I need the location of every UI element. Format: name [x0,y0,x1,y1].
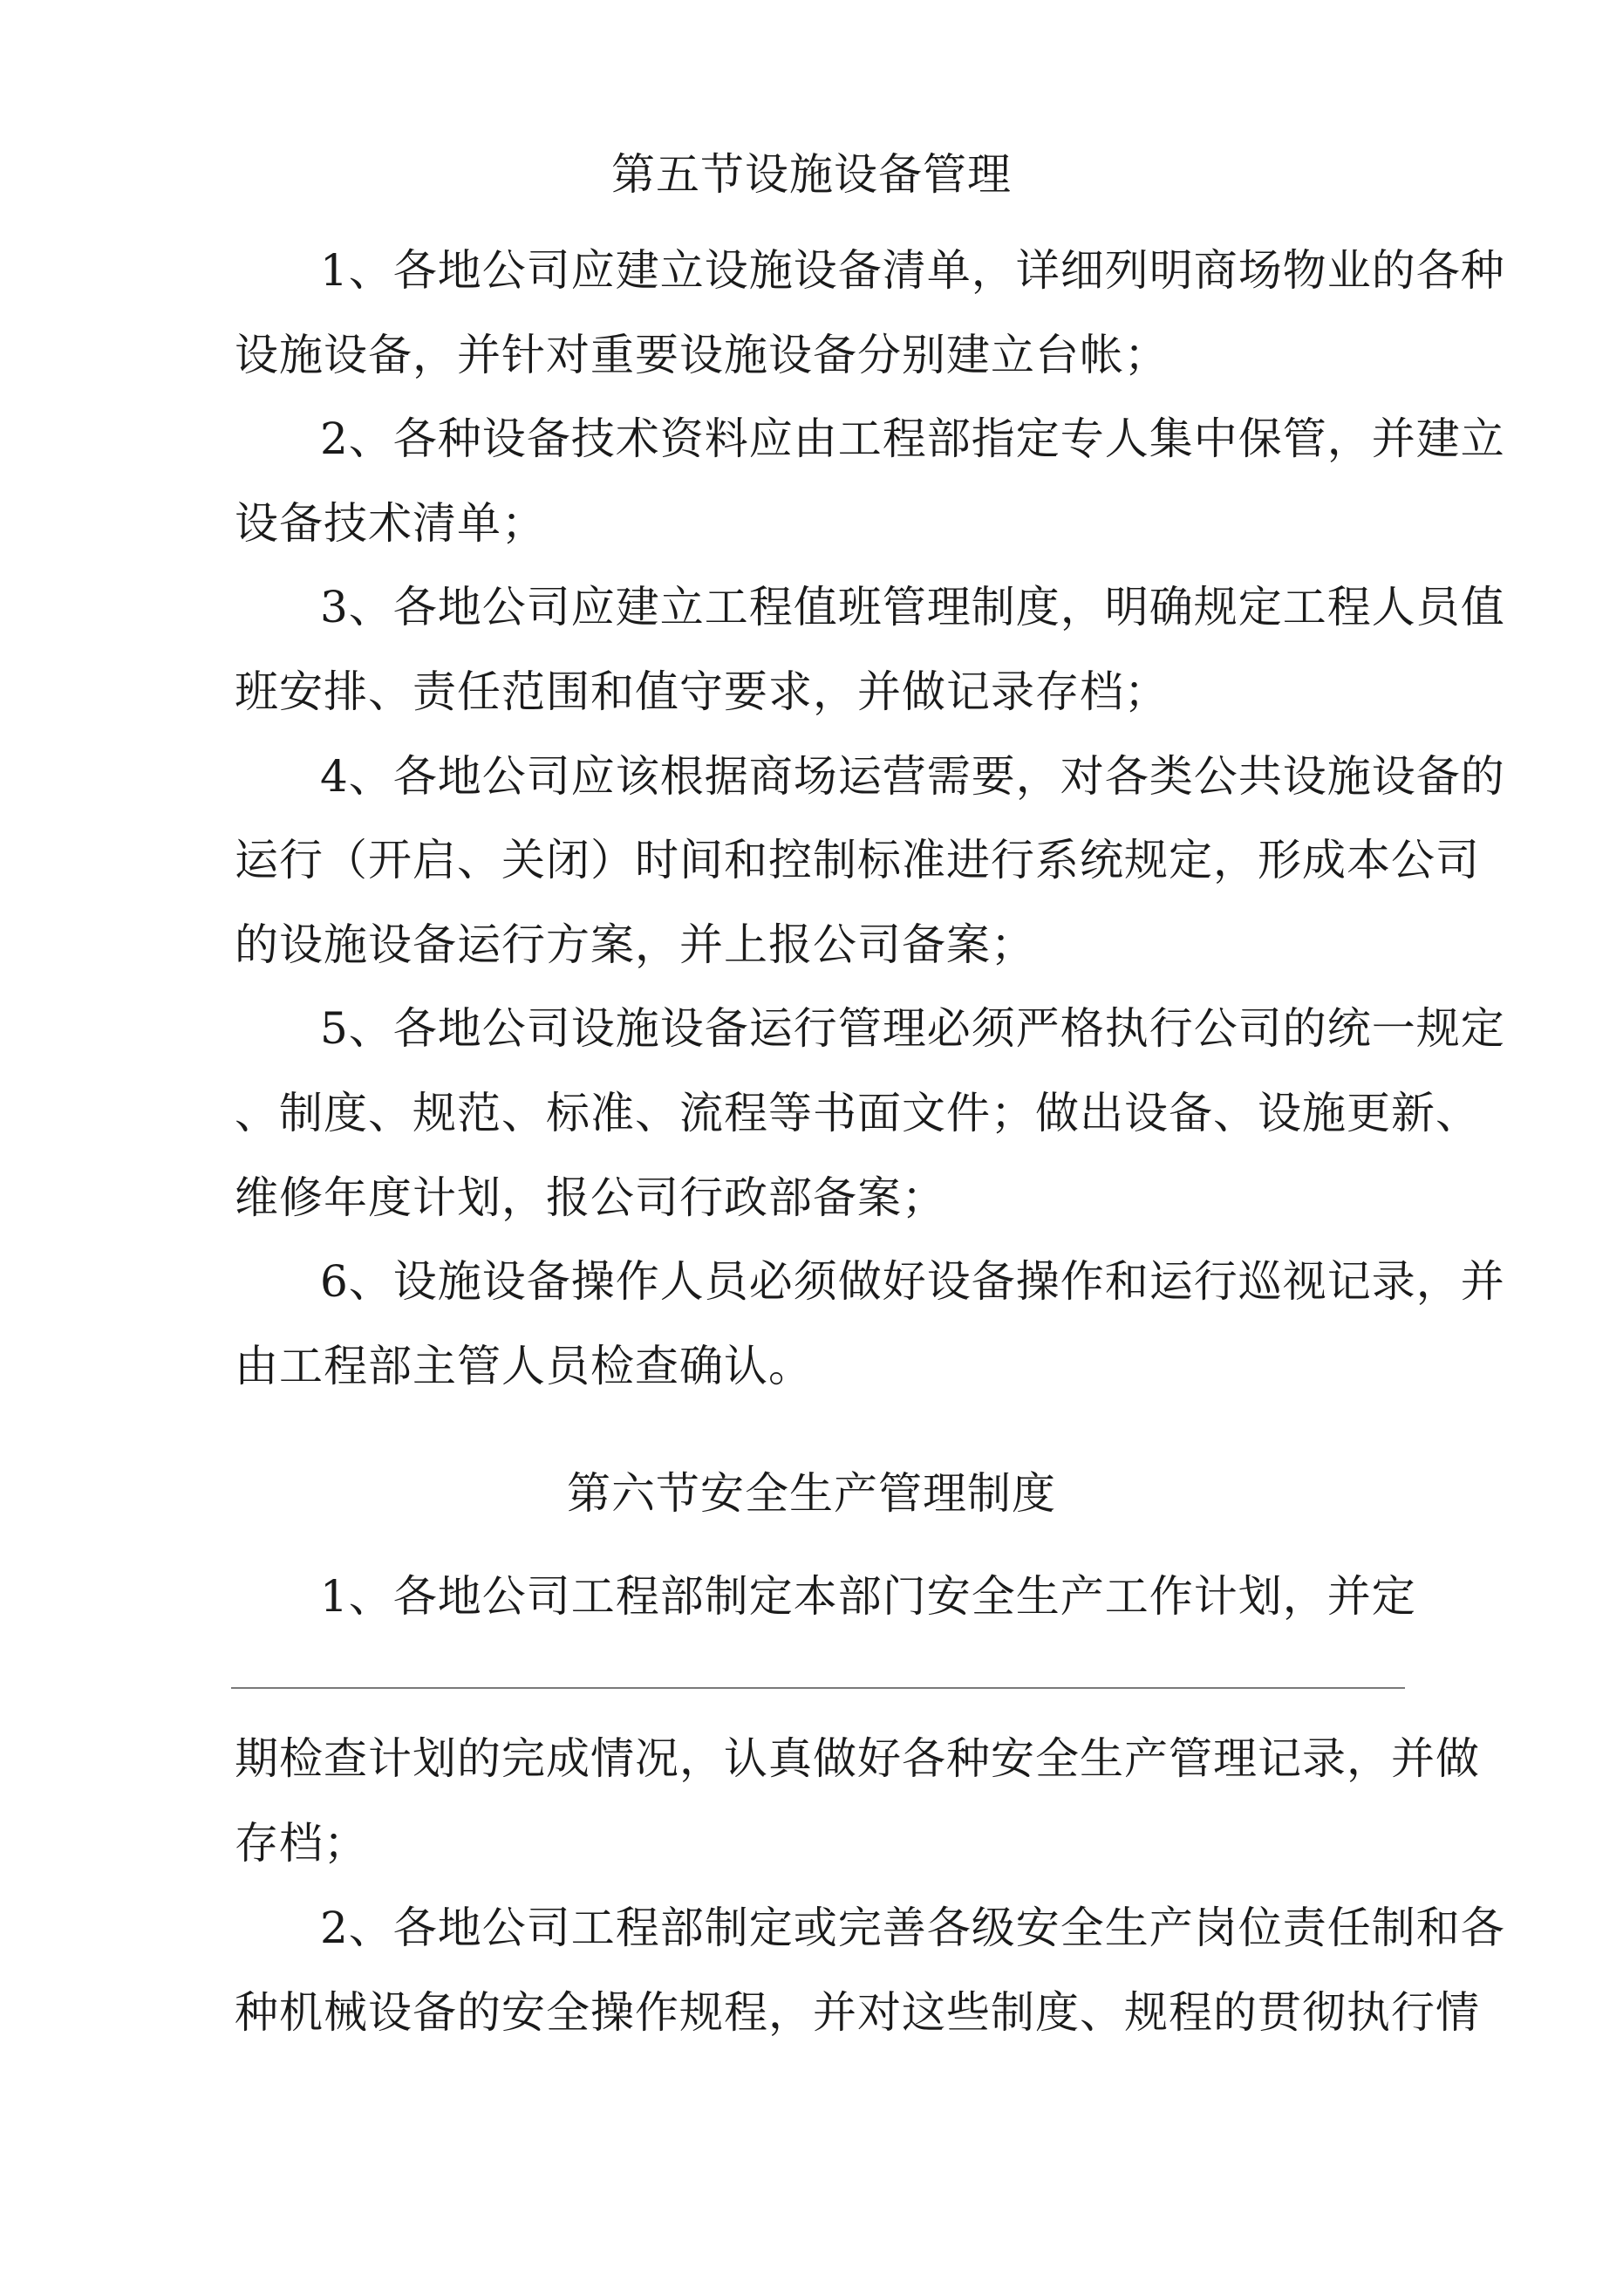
paragraph-line: 设施设备，并针对重要设施设备分别建立台帐； [235,330,1169,380]
paragraph-line: 2、各地公司工程部制定或完善各级安全生产岗位责任制和各 [320,1903,1505,1953]
section-6-title: 第六节安全生产管理制度 [567,1468,1056,1519]
paragraph-line: 由工程部主管人员检查确认。 [235,1341,813,1391]
paragraph-line: 2、各种设备技术资料应由工程部指定专人集中保管，并建立 [320,413,1505,464]
paragraph-line: 5、各地公司设施设备运行管理必须严格执行公司的统一规定 [320,1003,1505,1054]
page-break-divider [231,1687,1405,1689]
paragraph-line: 维修年度计划，报公司行政部备案； [235,1172,946,1223]
paragraph-line: 种机械设备的安全操作规程，并对这些制度、规程的贯彻执行情 [235,1987,1480,2038]
paragraph-line: 运行（开启、关闭）时间和控制标准进行系统规定，形成本公司 [235,835,1480,885]
paragraph-line: 、制度、规范、标准、流程等书面文件；做出设备、设施更新、 [235,1088,1480,1138]
paragraph-line: 的设施设备运行方案，并上报公司备案； [235,919,1035,970]
section-5-title: 第五节设施设备管理 [611,149,1012,200]
paragraph-line: 存档； [235,1818,368,1869]
section-6-item-1-first-line: 1、各地公司工程部制定本部门安全生产工作计划，并定 [320,1571,1416,1622]
paragraph-line: 3、各地公司应建立工程值班管理制度，明确规定工程人员值 [320,582,1505,632]
paragraph-line: 6、设施设备操作人员必须做好设备操作和运行巡视记录，并 [320,1256,1505,1307]
paragraph-line: 期检查计划的完成情况，认真做好各种安全生产管理记录，并做 [235,1733,1480,1784]
paragraph-line: 4、各地公司应该根据商场运营需要，对各类公共设施设备的 [320,751,1505,802]
paragraph-line: 1、各地公司应建立设施设备清单，详细列明商场物业的各种 [320,245,1505,296]
paragraph-line: 班安排、责任范围和值守要求，并做记录存档； [235,666,1169,717]
paragraph-line: 设备技术清单； [235,498,546,549]
